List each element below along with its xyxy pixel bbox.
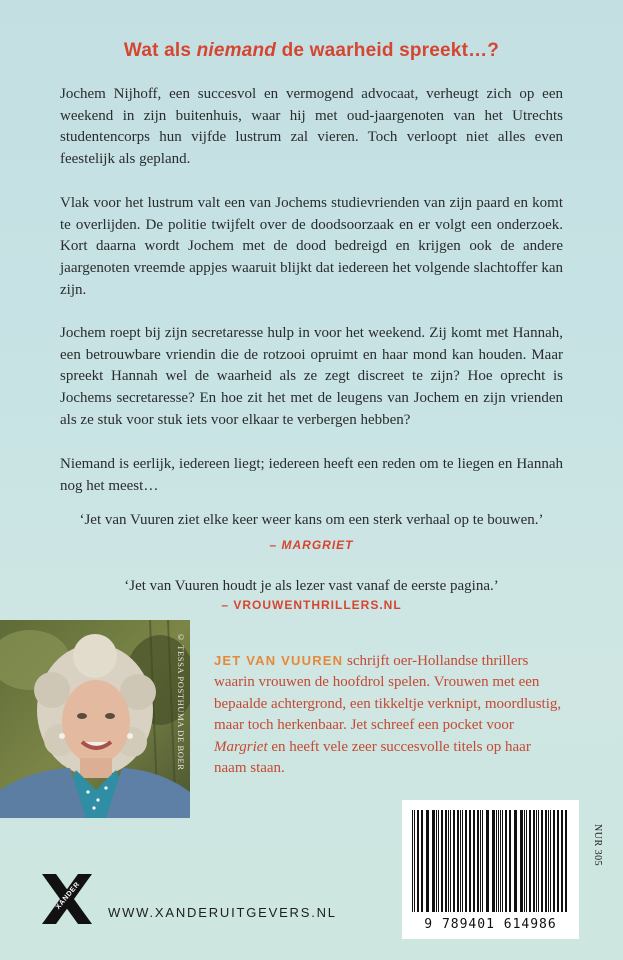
barcode-bar bbox=[441, 810, 443, 912]
barcode-bar bbox=[453, 810, 455, 912]
barcode-bar bbox=[477, 810, 479, 912]
review-dash-1: – bbox=[269, 538, 282, 552]
review-quote-1: ‘Jet van Vuuren ziet elke keer weer kans om een sterk verhaal op te bouwen.’ bbox=[79, 512, 544, 528]
barcode-bar bbox=[550, 810, 551, 912]
author-bio bbox=[214, 650, 566, 779]
author-photo bbox=[0, 620, 190, 818]
barcode-bar bbox=[486, 810, 489, 912]
isbn-number: 9 789401 614986 bbox=[424, 917, 557, 932]
xander-x-icon bbox=[36, 868, 98, 930]
review-dash-2: – bbox=[221, 598, 234, 612]
barcode-bar bbox=[445, 810, 447, 912]
barcode-bar bbox=[426, 810, 429, 912]
review-source-name-1: MARGRIET bbox=[281, 538, 354, 552]
blurb-paragraph-1: Jochem Nijhoff, een succesvol en vermogend advocaat, verheugt zich op een weekend in zijn buitenhuis, waar hij met oud-jaargenoten van het Utrechts studentencorps hun vijfde lustrum zal vieren. Toch verloopt niet alles even feestelijk als gepland. bbox=[60, 86, 563, 168]
author-photo-image bbox=[0, 620, 190, 818]
barcode-bar bbox=[548, 810, 549, 912]
barcode-bar bbox=[526, 810, 527, 912]
barcode-bar bbox=[553, 810, 555, 912]
logo-text: XANDER bbox=[54, 881, 82, 911]
blurb-paragraph-3: Jochem roept bij zijn secretaresse hulp in voor het weekend. Zij komt met Hannah, een betrouwbare vriendin die de rotzooi opruimt en haar mond kan houden. Maar spreekt Hannah wel de waarheid als ze zegt discreet te zijn? Hoe oprecht is Jochems secretaresse? En hoe zit het met de leugens van Jochem en zijn vrienden als ze stuk voor stuk iets voor elkaar te verbergen hebben? bbox=[60, 325, 563, 428]
barcode-bar bbox=[541, 810, 543, 912]
barcode-bar bbox=[498, 810, 499, 912]
barcode-bar bbox=[557, 810, 559, 912]
barcode-bar bbox=[462, 810, 463, 912]
barcode-bar bbox=[500, 810, 501, 912]
barcode-bar bbox=[565, 810, 567, 912]
barcode-bar bbox=[492, 810, 495, 912]
barcode-bar bbox=[536, 810, 537, 912]
headline-text-end: de waarheid spreekt…? bbox=[276, 40, 500, 61]
barcode-bar bbox=[502, 810, 503, 912]
photo-credit: © TESSA POSTHUMA DE BOER bbox=[176, 632, 186, 771]
xander-logo bbox=[36, 868, 98, 930]
barcode-bar bbox=[457, 810, 459, 912]
barcode-bar bbox=[436, 810, 437, 912]
barcode-bar bbox=[438, 810, 439, 912]
nur-code: NUR 305 bbox=[592, 824, 603, 867]
barcode-bar bbox=[417, 810, 419, 912]
barcode-bar bbox=[432, 810, 435, 912]
barcode-bar bbox=[421, 810, 423, 912]
author-bio-text: schrijft oer-Hollandse thrillers waarin vrouwen de hoofdrol spelen. Vrouwen met een bepaalde achtergrond, een tikkeltje verknipt, moordlustig, maar toch herkenbaar. Jet schreef een pocket voor bbox=[214, 653, 562, 734]
review-source-name-2: VROUWENTHRILLERS.NL bbox=[233, 598, 402, 612]
barcode-bar bbox=[414, 810, 415, 912]
review-quote-2: ‘Jet van Vuuren houdt je als lezer vast vanaf de eerste pagina.’ bbox=[124, 578, 499, 594]
barcode-bar bbox=[465, 810, 467, 912]
publisher-website[interactable]: WWW.XANDERUITGEVERS.NL bbox=[108, 905, 337, 920]
barcode-bar bbox=[460, 810, 461, 912]
barcode-bar bbox=[480, 810, 481, 912]
barcode-bar bbox=[561, 810, 563, 912]
isbn-barcode bbox=[402, 800, 579, 939]
review-source-2 bbox=[0, 598, 623, 612]
barcode-bar bbox=[469, 810, 471, 912]
barcode-bar bbox=[514, 810, 517, 912]
author-bio-text-end: en heeft vele zeer succesvolle titels op haar naam staan. bbox=[214, 738, 531, 777]
barcode-bar bbox=[524, 810, 525, 912]
barcode-bar bbox=[520, 810, 523, 912]
barcode-bar bbox=[538, 810, 539, 912]
headline-emphasis: niemand bbox=[196, 40, 277, 61]
barcode-bar bbox=[509, 810, 511, 912]
author-name: JET VAN VUUREN bbox=[214, 653, 344, 668]
barcode-bar bbox=[505, 810, 507, 912]
barcode-bar bbox=[448, 810, 449, 912]
author-bio-magazine: Margriet bbox=[214, 738, 268, 755]
barcode-bar bbox=[482, 810, 483, 912]
barcode-bar bbox=[412, 810, 413, 912]
barcode-bar bbox=[545, 810, 547, 912]
blurb-paragraph-4: Niemand is eerlijk, iedereen liegt; iedereen heeft een reden om te liegen en Hannah nog het meest… bbox=[60, 456, 563, 494]
headline-text: Wat als bbox=[123, 40, 197, 61]
barcode-bar bbox=[496, 810, 497, 912]
barcode-bar bbox=[473, 810, 475, 912]
barcode-bar bbox=[450, 810, 451, 912]
blurb-paragraph-2: Vlak voor het lustrum valt een van Jochems studievrienden van zijn paard en komt te overlijden. De politie twijfelt over de doodsoorzaak en er volgt een onderzoek. Kort daarna wordt Jochem met de dood bedreigd en krijgen ook de andere jaargenoten vreemde appjes waaruit blijkt dat iedereen het volgende slachtoffer kan zijn. bbox=[60, 195, 563, 298]
barcode-bar bbox=[529, 810, 531, 912]
back-cover-headline bbox=[0, 40, 623, 62]
barcode-bar bbox=[533, 810, 535, 912]
review-source-1 bbox=[0, 538, 623, 552]
